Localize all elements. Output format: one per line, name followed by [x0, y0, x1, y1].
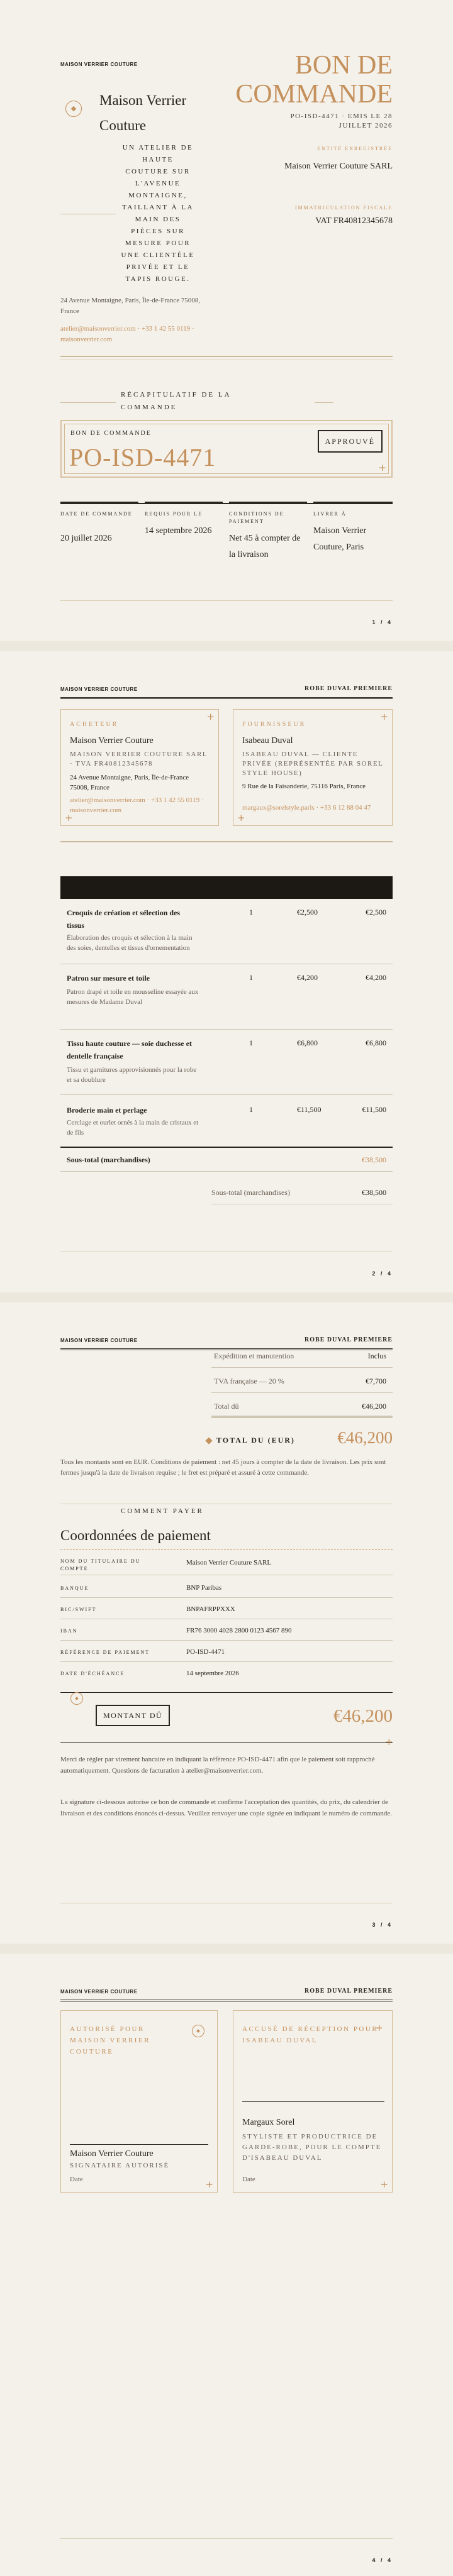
signature-line [70, 2144, 208, 2145]
item-desc: Patron drapé et toile en mousseline essayée aux mesures de Madame Duval [67, 988, 199, 1006]
summary-rule-left [60, 402, 116, 403]
grand-total-value: €46,200 [337, 1428, 393, 1447]
item-title: Broderie main et perlage [67, 1106, 147, 1115]
header-client: ROBE DUVAL PREMIERE [305, 1336, 393, 1343]
payment-instructions: Merci de régler par virement bancaire en indiquant la référence PO-ISD-4471 afin que le paiement soit rapproché automatiquement. Questions de facturation à atelier@maisonverrier.com. [60, 1756, 375, 1775]
po-number: PO-ISD-4471 [69, 443, 216, 471]
sig2-date: Date [242, 2176, 255, 2183]
corner-plus-icon: + [237, 812, 245, 823]
table-row [60, 900, 393, 964]
items-table-header [60, 876, 393, 899]
totals-label: Total dû [214, 1402, 239, 1411]
pay-value: Maison Verrier Couture SARL [186, 1559, 272, 1566]
signature-card-supplier [233, 2010, 393, 2193]
pay-value: FR76 3000 4028 2800 0123 4567 890 [186, 1627, 292, 1634]
pay-label: RÉFÉRENCE DE PAIEMENT [60, 1649, 150, 1655]
field-value-terms: Net 45 à compter de la livraison [229, 534, 301, 559]
entity-label: ENTITÉ ENREGISTRÉE [317, 146, 393, 151]
pay-value: 14 septembre 2026 [186, 1670, 239, 1677]
supplier-contact: margaux@sorelstyle.paris · +33 6 12 88 04 47 [242, 804, 371, 812]
supplier-card [233, 709, 393, 826]
item-unit: €2,500 [297, 908, 318, 916]
due-value: €46,200 [333, 1706, 393, 1726]
tax-value: VAT FR40812345678 [315, 216, 393, 226]
item-total: €2,500 [366, 908, 386, 916]
section-rule [60, 841, 393, 842]
item-unit: €4,200 [297, 973, 318, 982]
po-label: BON DE COMMANDE [70, 430, 152, 437]
brand-small: MAISON VERRIER COUTURE [60, 62, 138, 67]
supplier-address: 9 Rue de la Faisanderie, 75116 Paris, France [242, 783, 366, 790]
sig2-name: Margaux Sorel [242, 2118, 295, 2127]
tagline: UN ATELIER DE HAUTE COUTURE SUR L'AVENUE MONTAIGNE, TAILLANT À LA MAIN DES PIÈCES SUR MESURE POUR UNE CLIENTÈLE PRIVÉE ET LE TAPIS ROUGE. [121, 144, 195, 283]
signature-terms: La signature ci-dessous autorise ce bon de commande et confirme l'acceptation des quantités, du prix, du calendrier de livraison et des conditions énoncés ci-dessus. Veuillez renvoyer une copie signée en indiquant le numéro de commande. [60, 1798, 393, 1817]
subtotal-label: Sous-total (marchandises) [67, 1155, 150, 1164]
page-header [60, 678, 393, 699]
doc-title-2: COMMANDE [235, 80, 393, 109]
po-box [60, 420, 393, 478]
section-rule [60, 356, 393, 357]
supplier-sub: ISABEAU DUVAL — CLIENTE PRIVÉE (REPRÉSENTÉE PAR SOREL STYLE HOUSE) [242, 751, 383, 777]
footer-rule [60, 2538, 393, 2539]
totals-row [211, 1393, 393, 1418]
item-qty: 1 [249, 1038, 253, 1047]
page-3 [0, 1302, 453, 1944]
item-desc: Élaboration des croquis et sélection à la main des soies, dentelles et tissus d'ornementation [67, 934, 193, 952]
grand-total-label: TOTAL DU (EUR) [216, 1436, 295, 1445]
contact: atelier@maisonverrier.com · +33 1 42 55 0119 · maisonverrier.com [60, 325, 194, 343]
company-name: Maison Verrier Couture [99, 92, 187, 133]
pay-title: Coordonnées de paiement [60, 1527, 211, 1543]
corner-plus-icon: + [375, 2022, 383, 2034]
item-qty: 1 [249, 973, 253, 982]
item-unit: €11,500 [297, 1105, 322, 1114]
pay-label: DATE D'ÉCHÉANCE [60, 1671, 125, 1676]
table-row [60, 1095, 393, 1148]
buyer-contact: atelier@maisonverrier.com · +33 1 42 55 0119 · maisonverrier.com [70, 796, 204, 814]
corner-plus-icon: + [65, 812, 73, 823]
page-number: 3 / 4 [372, 1922, 393, 1928]
subtotal2-value: €38,500 [362, 1188, 386, 1197]
item-title: Patron sur mesure et toile [67, 974, 150, 983]
buyer-name: Maison Verrier Couture [70, 736, 154, 746]
corner-plus-icon: + [205, 2179, 213, 2190]
subtotal-value: €38,500 [362, 1155, 386, 1164]
item-qty: 1 [249, 1105, 253, 1114]
grand-total-marker-icon [205, 1437, 212, 1444]
header-client: ROBE DUVAL PREMIERE [305, 1988, 393, 1995]
totals-value: Inclus [367, 1351, 386, 1360]
summary-title: RÉCAPITULATIF DE LA COMMANDE [121, 391, 231, 411]
field-value-required: 14 septembre 2026 [145, 526, 212, 536]
corner-plus-icon: + [380, 2179, 388, 2190]
summary-rule-right [315, 402, 333, 403]
signature-card-buyer [60, 2010, 218, 2193]
sig1-title: AUTORISÉ POUR MAISON VERRIER COUTURE [70, 2025, 151, 2056]
supplier-name: Isabeau Duval [242, 736, 293, 746]
item-total: €6,800 [366, 1038, 386, 1047]
totals-row [211, 1343, 393, 1368]
item-total: €11,500 [362, 1105, 386, 1114]
corner-plus-icon: + [378, 462, 386, 473]
field-label-required: REQUIS POUR LE [145, 511, 203, 517]
item-desc: Cerclage et ourlet ornés à la main de cristaux et de fils [67, 1119, 199, 1137]
page-number: 2 / 4 [372, 1270, 393, 1277]
pay-value: BNP Paribas [186, 1584, 222, 1592]
due-badge: MONTANT DÛ [96, 1705, 170, 1726]
sig1-name: Maison Verrier Couture [70, 2149, 154, 2159]
totals-value: €46,200 [362, 1402, 386, 1411]
sig1-role: SIGNATAIRE AUTORISÉ [70, 2162, 170, 2169]
payment-note: Tous les montants sont en EUR. Conditions de paiement : net 45 jours à compter de la date de livraison. Les prix sont fermes jusqu'à la date de livraison requise ; le fret est préparé et assuré à cette commande. [60, 1458, 386, 1477]
footer-rule [60, 600, 393, 601]
item-title: Tissu haute couture — soie duchesse et dentelle française [67, 1039, 192, 1060]
buyer-sub: MAISON VERRIER COUTURE SARL · TVA FR40812345678 [70, 751, 208, 768]
totals-row [211, 1368, 393, 1393]
doc-meta: PO-ISD-4471 · EMIS LE 28 JUILLET 2026 [290, 113, 393, 129]
page-2 [0, 651, 453, 1292]
address: 24 Avenue Montaigne, Paris, Île-de-France 75008, France [60, 297, 201, 315]
status-badge: APPROUVÉ [318, 430, 383, 453]
sig2-title: ACCUSÉ DE RÉCEPTION POUR ISABEAU DUVAL [242, 2025, 379, 2044]
subtotal-row [60, 1148, 393, 1172]
pay-label: IBAN [60, 1628, 78, 1634]
due-emblem-icon [70, 1692, 83, 1705]
subtotal2-label: Sous-total (marchandises) [211, 1188, 290, 1197]
buyer-address: 24 Avenue Montaigne, Paris, Île-de-France 75008, France [70, 774, 189, 791]
page-number: 4 / 4 [372, 2557, 393, 2563]
pay-label: NOM DU TITULAIRE DU COMPTE [60, 1558, 141, 1571]
sig2-role: STYLISTE ET PRODUCTRICE DE GARDE-ROBE, POUR LE COMPTE D'ISABEAU DUVAL [242, 2133, 382, 2162]
corner-plus-icon: + [385, 1736, 393, 1748]
totals-label: Expédition et manutention [214, 1351, 294, 1360]
table-row [60, 1030, 393, 1095]
field-label-terms: CONDITIONS DE PAIEMENT [229, 511, 284, 524]
header-brand: MAISON VERRIER COUTURE [60, 686, 138, 692]
page-header [60, 1980, 393, 2001]
field-label-ship: LIVRER À [313, 511, 347, 517]
pay-label: BANQUE [60, 1585, 89, 1591]
totals-value: €7,700 [366, 1377, 386, 1385]
sig1-date: Date [70, 2176, 83, 2183]
item-total: €4,200 [366, 973, 386, 982]
pay-value: PO-ISD-4471 [186, 1648, 225, 1656]
entity-value: Maison Verrier Couture SARL [284, 162, 393, 171]
buyer-label: ACHETEUR [70, 721, 119, 728]
pay-value: BNPAFRPPXXX [186, 1605, 235, 1613]
field-value-date: 20 juillet 2026 [60, 534, 112, 543]
field-label-date: DATE DE COMMANDE [60, 511, 133, 517]
buyer-card [60, 709, 219, 826]
item-unit: €6,800 [297, 1038, 318, 1047]
brand-emblem-icon [65, 101, 82, 117]
corner-plus-icon: + [206, 711, 215, 722]
table-row [60, 964, 393, 1030]
item-desc: Tissu et garnitures approvisionnés pour la robe et sa doublure [67, 1066, 197, 1084]
tax-label: IMMATRICULATION FISCALE [294, 205, 393, 211]
page-4 [0, 1954, 453, 2576]
item-qty: 1 [249, 908, 253, 916]
item-title: Croquis de création et sélection des tissus [67, 908, 181, 930]
header-brand: MAISON VERRIER COUTURE [60, 1338, 138, 1343]
pay-section-title: COMMENT PAYER [121, 1507, 204, 1515]
due-rule-bottom [60, 1742, 393, 1743]
page-number: 1 / 4 [372, 619, 393, 625]
corner-plus-icon: + [380, 711, 388, 722]
page-1 [0, 0, 453, 641]
sig-emblem-icon [192, 2025, 204, 2037]
supplier-label: FOURNISSEUR [242, 721, 306, 728]
field-value-ship: Maison Verrier Couture, Paris [313, 526, 367, 552]
due-rule [60, 1692, 393, 1693]
header-brand: MAISON VERRIER COUTURE [60, 1989, 138, 1995]
doc-title-1: BON DE [294, 51, 393, 80]
signature-line [242, 2101, 384, 2102]
totals-label: TVA française — 20 % [214, 1377, 284, 1385]
header-client: ROBE DUVAL PREMIERE [305, 685, 393, 692]
subtotal-summary-row [211, 1181, 393, 1204]
pay-label: BIC/SWIFT [60, 1607, 97, 1612]
